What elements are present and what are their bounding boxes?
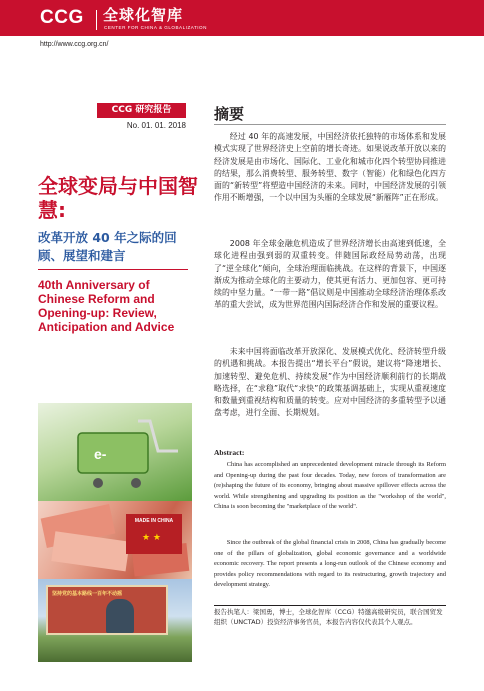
author-divider — [214, 605, 446, 606]
logo-english-name: CENTER FOR CHINA & GLOBALIZATION — [104, 25, 207, 30]
english-paragraph-2: Since the outbreak of the global financial crisis in 2008, China has gradually become one of the pillars of globalization, global economic governance and a worldwide economic recovery. The report presents a long-run outlook of the Chinese economy and provides policy recommendations with regard to its restructuring, growth trajectory and development strategy. — [214, 539, 446, 588]
abstract-paragraph-1: 经过 40 年的高速发展，中国经济依托独特的市场体系和发展模式实现了世界经济史上空前的增长奇迹。如果说改革开放以来的经济发展是由市场化、国际化、工业化和城市化四个转型协同推进的结果，那么消费转型、服务转型、数字（智能）化和绿色化四方面的“新转型”将塑造中国经济的未来。同时，中国经济发展的引领作用不断增强，一个以中国为头雁的全球发展“新雁阵”正在形成。 — [214, 132, 446, 203]
report-badge: CCG 研究报告 — [97, 103, 186, 118]
abstract-heading: 摘要 — [214, 105, 245, 123]
author-note: 报告执笔人：梁国勇，博士，全球化智库（CCG）特邀高级研究员，联合国贸发组织（UNCTAD）投资经济事务官员，本报告内容仅代表其个人观点。 — [214, 608, 443, 626]
logo-mark: CCG — [40, 7, 84, 28]
title-english: 40th Anniversary of Chinese Reform and Opening-up: Review, Anticipation and Advice — [38, 278, 175, 334]
cart-icon — [38, 403, 192, 501]
logo-divider — [96, 10, 97, 30]
abstract-paragraph-3: 未来中国将面临改革开放深化、发展模式优化、经济转型升级的机遇和挑战。本报告提出“增长平台”假说，建议将“降速增长、加速转型、避免危机、持续发展”作为中国经济顺利前行的长期战略选择，在“求稳”取代“求快”的政策基调基础上，实现从重视速度和数量到重视结构和质量的转变。应对中国经济的多重转型予以通盘考虑，进行全面、长期规划。 — [214, 347, 446, 418]
subtitle-chinese: 改革开放 40 年之际的回顾、展望和建言 — [38, 230, 177, 263]
title-chinese: 全球变局与中国智慧: — [38, 174, 198, 222]
made-in-china-tag — [126, 514, 182, 554]
website-url[interactable]: http://www.ccg.org.cn/ — [40, 41, 109, 48]
made-in-china-text: MADE IN CHINA — [134, 518, 174, 524]
abstract-paragraph-2: 2008 年全球金融危机造成了世界经济增长由高速到低速，全球化进程由强到弱的双重转变。伴随国际政经局势动荡，出现了“逆全球化”倾向，全球治理面临挑战。在这样的背景下，中国逐渐成为推动全球化的主要动力，使其更有活力、更加包容、更可持续的中坚力量。“一带一路”倡议则是中国推动全球经济治理体系改革的重大尝试，成为世界范围内国际经济合作和发展的重要议程。 — [214, 239, 446, 310]
svg-text:e-: e- — [94, 446, 107, 462]
header-band — [0, 0, 484, 36]
report-number: No. 01. 01. 2018 — [126, 121, 186, 130]
ecommerce-cart-photo — [38, 403, 192, 501]
billboard — [46, 585, 168, 635]
billboard-slogan: 坚持党的基本路线一百年不动摇 — [52, 591, 123, 597]
stars-icon: ★ ★ — [142, 533, 161, 543]
portrait-figure — [106, 599, 134, 633]
english-abstract-heading: Abstract: — [214, 448, 245, 457]
billboard-photo — [38, 579, 192, 662]
title-divider — [38, 269, 188, 270]
logo-chinese-name: 全球化智库 — [103, 6, 184, 24]
heading-divider — [214, 124, 446, 125]
money-photo — [38, 501, 192, 579]
english-paragraph-1: China has accomplished an unprecedented development miracle through its Reform and Opening-up during the past four decades. Today, new forces of transformation are (re)shaping the future of its economy, bringing about massive spillover effects across the world. While strengthening and upgrading its position as the "workshop of the world", China is soon becoming the "marketplace of the world". — [214, 461, 446, 510]
